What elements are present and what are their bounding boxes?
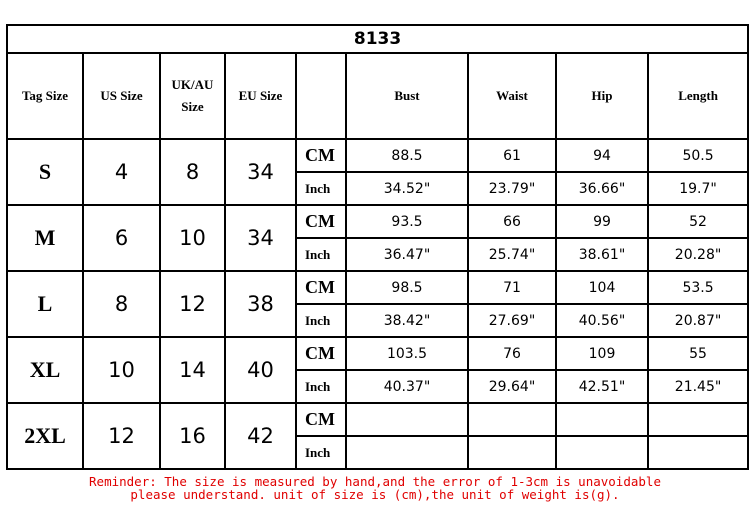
header-length: Length <box>648 53 748 139</box>
hip-inch-value: 40.56" <box>556 304 648 337</box>
bust-cm-value <box>346 403 468 436</box>
size-row-cm <box>7 139 748 172</box>
unit-cm-label: CM <box>296 271 346 304</box>
length-cm-value: 52 <box>648 205 748 238</box>
table-title: 8133 <box>7 25 748 53</box>
length-inch-value: 20.87" <box>648 304 748 337</box>
waist-cm-value: 61 <box>468 139 556 172</box>
unit-cm-label: CM <box>296 139 346 172</box>
size-chart <box>6 24 747 470</box>
bust-inch-value: 36.47" <box>346 238 468 271</box>
bust-cm-value: 103.5 <box>346 337 468 370</box>
eu-size-cell: 42 <box>225 403 296 469</box>
header-us-size: US Size <box>83 53 160 139</box>
reminder-line-2: please understand. unit of size is (cm),the unit of weight is(g). <box>130 487 620 502</box>
header-tag-size: Tag Size <box>7 53 83 139</box>
waist-cm-value <box>468 403 556 436</box>
size-row-cm <box>7 271 748 304</box>
waist-inch-value: 27.69" <box>468 304 556 337</box>
uk-au-size-cell: 14 <box>160 337 225 403</box>
unit-inch-label: Inch <box>296 304 346 337</box>
header-uk-au-size <box>160 53 225 139</box>
size-row-cm <box>7 403 748 436</box>
eu-size-cell: 34 <box>225 205 296 271</box>
bust-cm-value: 98.5 <box>346 271 468 304</box>
header-unit <box>296 53 346 139</box>
bust-inch-value: 38.42" <box>346 304 468 337</box>
hip-inch-value: 42.51" <box>556 370 648 403</box>
tag-size-cell: 2XL <box>7 403 83 469</box>
waist-inch-value: 29.64" <box>468 370 556 403</box>
hip-inch-value: 36.66" <box>556 172 648 205</box>
reminder-note <box>0 475 750 501</box>
us-size-cell: 6 <box>83 205 160 271</box>
us-size-cell: 12 <box>83 403 160 469</box>
length-cm-value: 55 <box>648 337 748 370</box>
header-uk-au-line2: Size <box>181 99 204 114</box>
header-uk-au-line1: UK/AU <box>171 77 214 92</box>
uk-au-size-cell: 16 <box>160 403 225 469</box>
hip-cm-value: 94 <box>556 139 648 172</box>
waist-cm-value: 76 <box>468 337 556 370</box>
length-cm-value: 53.5 <box>648 271 748 304</box>
waist-inch-value: 23.79" <box>468 172 556 205</box>
waist-cm-value: 71 <box>468 271 556 304</box>
waist-inch-value: 25.74" <box>468 238 556 271</box>
length-cm-value: 50.5 <box>648 139 748 172</box>
eu-size-cell: 40 <box>225 337 296 403</box>
waist-inch-value <box>468 436 556 469</box>
hip-inch-value: 38.61" <box>556 238 648 271</box>
tag-size-cell: XL <box>7 337 83 403</box>
header-eu-size: EU Size <box>225 53 296 139</box>
unit-cm-label: CM <box>296 403 346 436</box>
uk-au-size-cell: 12 <box>160 271 225 337</box>
header-waist: Waist <box>468 53 556 139</box>
uk-au-size-cell: 8 <box>160 139 225 205</box>
size-table <box>6 24 749 470</box>
unit-cm-label: CM <box>296 337 346 370</box>
hip-cm-value <box>556 403 648 436</box>
size-row-cm <box>7 337 748 370</box>
us-size-cell: 8 <box>83 271 160 337</box>
hip-inch-value <box>556 436 648 469</box>
unit-inch-label: Inch <box>296 436 346 469</box>
length-inch-value: 19.7" <box>648 172 748 205</box>
size-row-cm <box>7 205 748 238</box>
eu-size-cell: 34 <box>225 139 296 205</box>
bust-inch-value <box>346 436 468 469</box>
hip-cm-value: 109 <box>556 337 648 370</box>
bust-cm-value: 93.5 <box>346 205 468 238</box>
us-size-cell: 4 <box>83 139 160 205</box>
bust-inch-value: 40.37" <box>346 370 468 403</box>
bust-inch-value: 34.52" <box>346 172 468 205</box>
bust-cm-value: 88.5 <box>346 139 468 172</box>
uk-au-size-cell: 10 <box>160 205 225 271</box>
header-hip: Hip <box>556 53 648 139</box>
hip-cm-value: 104 <box>556 271 648 304</box>
hip-cm-value: 99 <box>556 205 648 238</box>
unit-inch-label: Inch <box>296 172 346 205</box>
waist-cm-value: 66 <box>468 205 556 238</box>
length-inch-value <box>648 436 748 469</box>
unit-inch-label: Inch <box>296 370 346 403</box>
header-bust: Bust <box>346 53 468 139</box>
length-inch-value: 20.28" <box>648 238 748 271</box>
reminder-line-1: Reminder: The size is measured by hand,and the error of 1-3cm is unavoidable <box>89 474 661 489</box>
tag-size-cell: L <box>7 271 83 337</box>
length-inch-value: 21.45" <box>648 370 748 403</box>
unit-inch-label: Inch <box>296 238 346 271</box>
tag-size-cell: S <box>7 139 83 205</box>
eu-size-cell: 38 <box>225 271 296 337</box>
tag-size-cell: M <box>7 205 83 271</box>
us-size-cell: 10 <box>83 337 160 403</box>
unit-cm-label: CM <box>296 205 346 238</box>
length-cm-value <box>648 403 748 436</box>
